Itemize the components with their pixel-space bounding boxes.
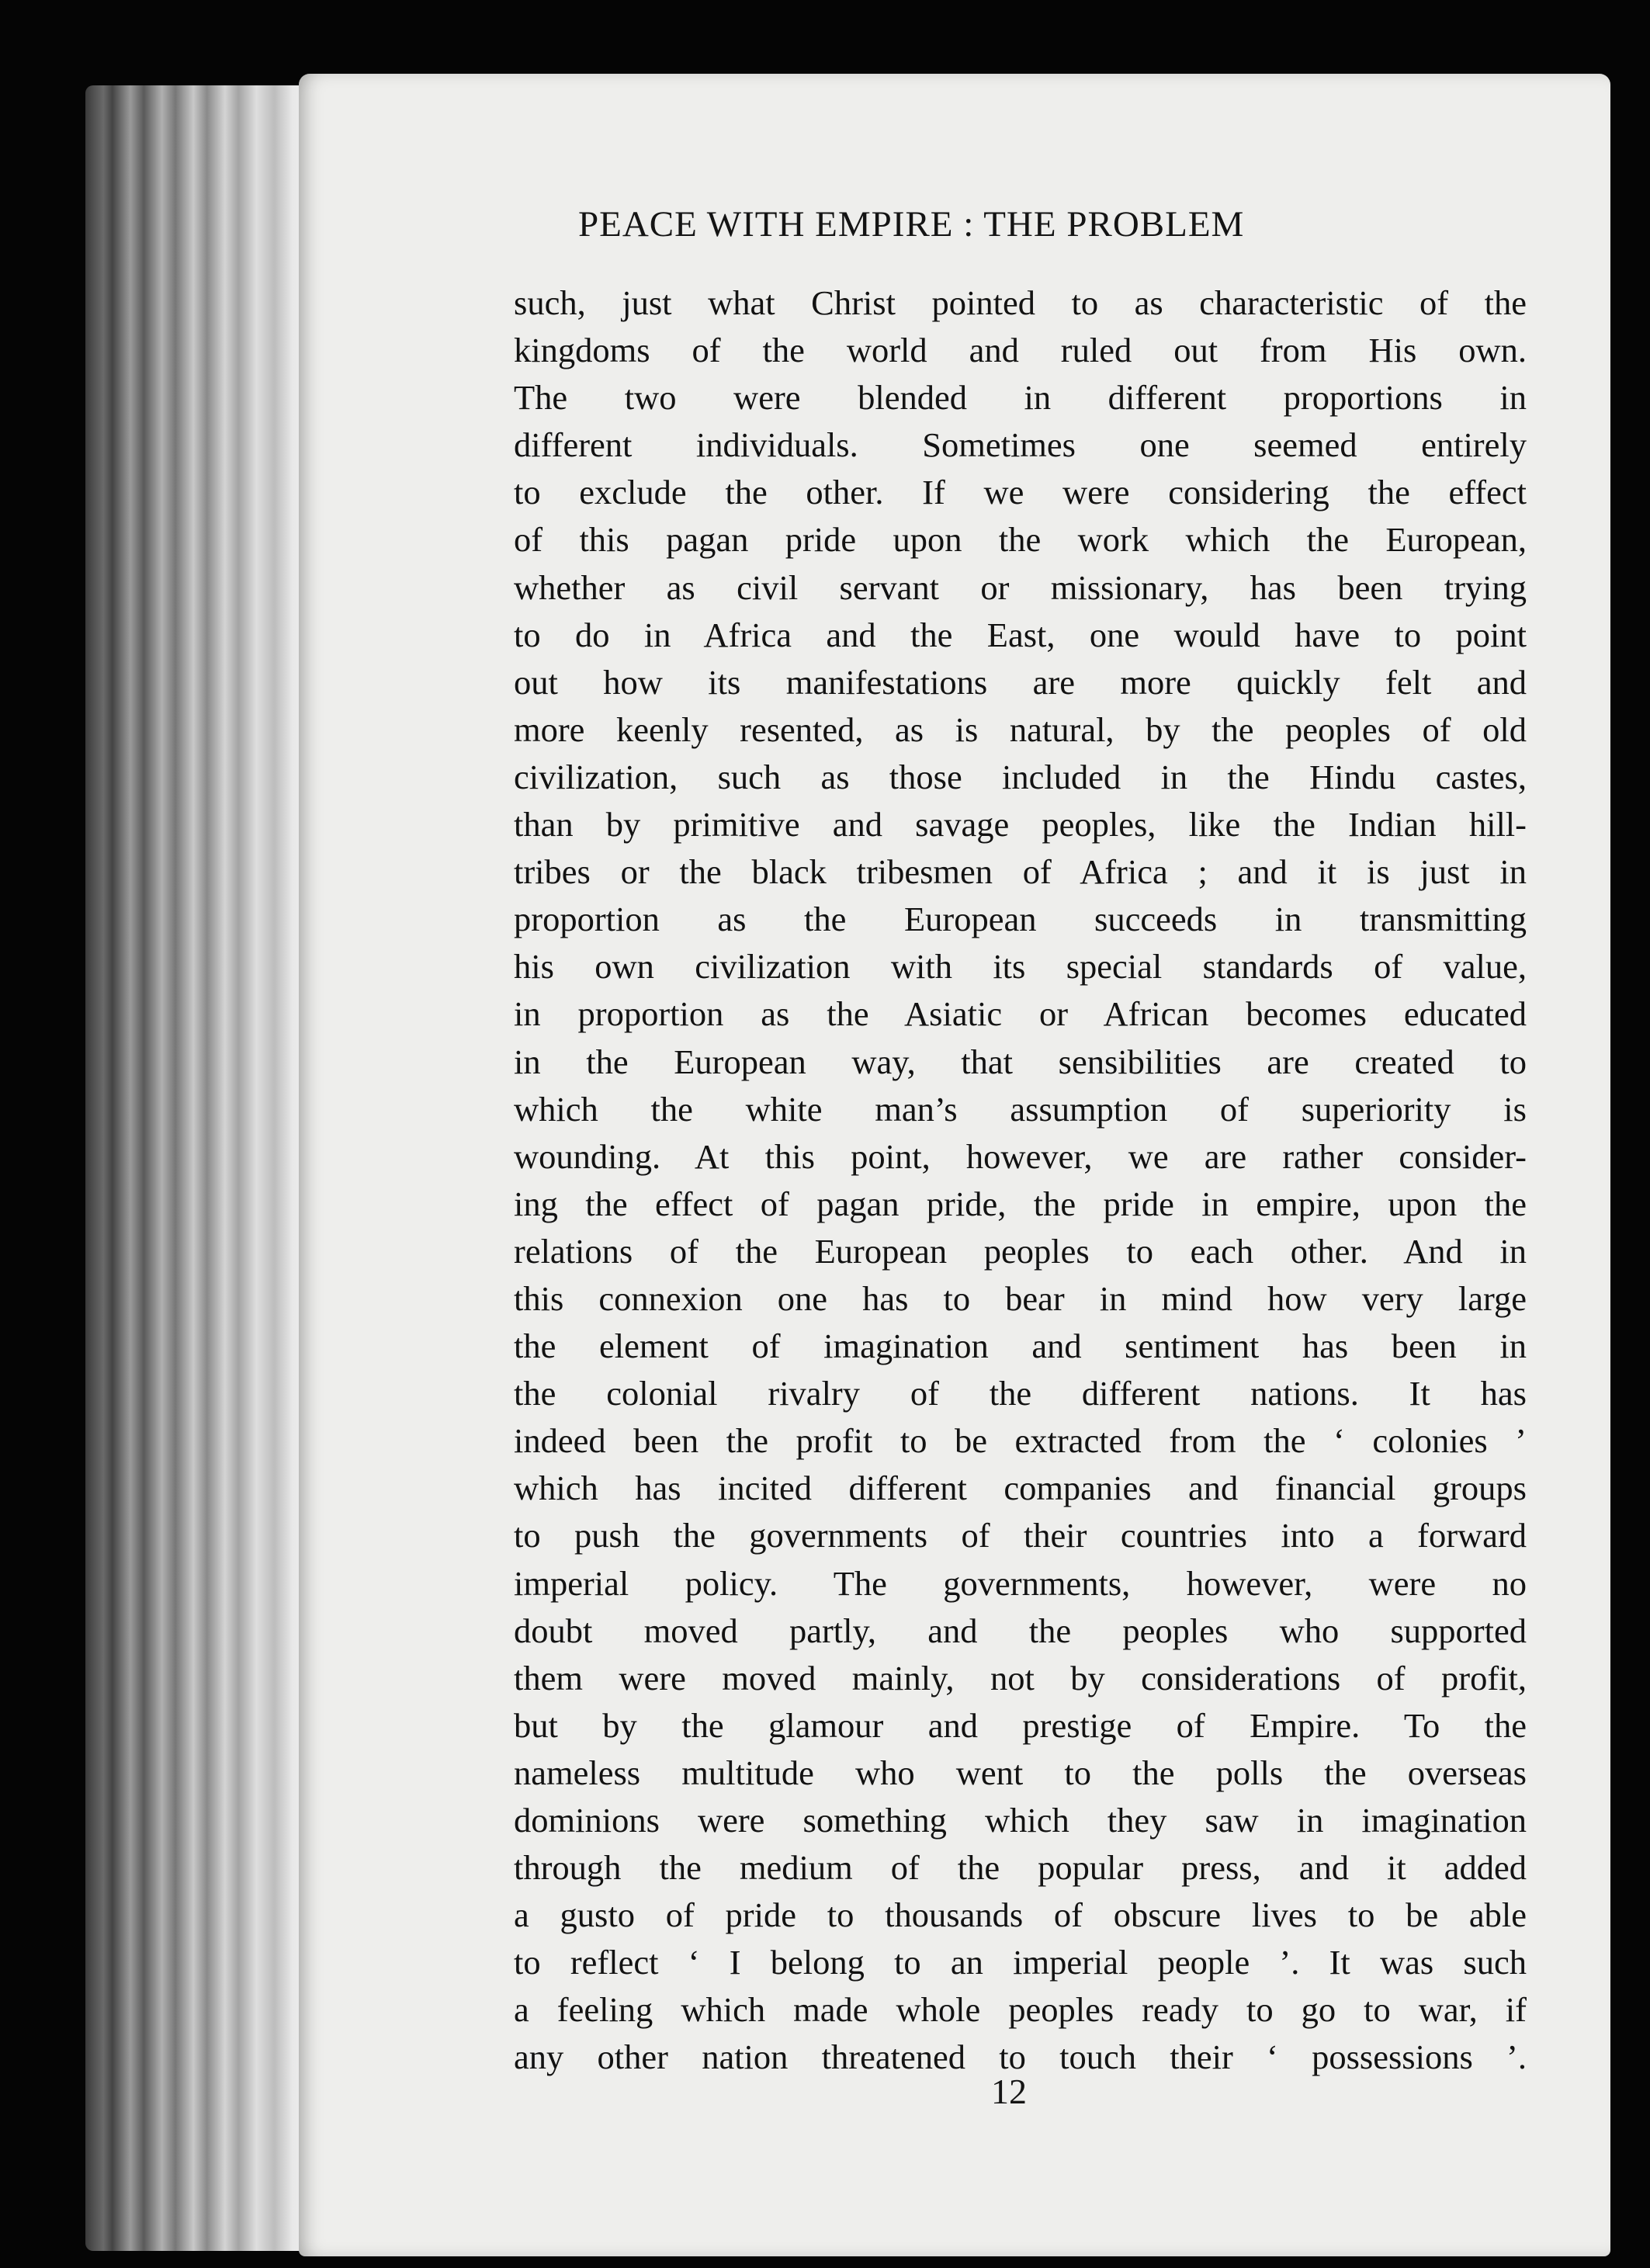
text-line: the colonial rivalry of the different nations. It has bbox=[514, 1374, 1527, 1413]
body-text bbox=[514, 279, 1527, 2082]
text-line: to push the governments of their countries into a forward bbox=[514, 1516, 1527, 1555]
text-line: out how its manifestations are more quickly felt and bbox=[514, 662, 1527, 702]
text-line: than by primitive and savage peoples, like the Indian hill- bbox=[514, 805, 1527, 844]
text-line: wounding. At this point, however, we are rather consider- bbox=[514, 1136, 1527, 1176]
text-line: to do in Africa and the East, one would have to point bbox=[514, 615, 1527, 654]
text-line: such, just what Christ pointed to as characteristic of the bbox=[514, 283, 1527, 322]
text-line: in the European way, that sensibilities are created to bbox=[514, 1042, 1527, 1081]
text-line: them were moved mainly, not by considerations of profit, bbox=[514, 1658, 1527, 1698]
text-line: indeed been the profit to be extracted from the ‘ colonies ’ bbox=[514, 1421, 1527, 1461]
text-line: tribes or the black tribesmen of Africa ; and it is just in bbox=[514, 852, 1527, 892]
page-edges bbox=[85, 85, 310, 2251]
text-line: relations of the European peoples to each other. And in bbox=[514, 1231, 1527, 1271]
text-line: of this pagan pride upon the work which the European, bbox=[514, 520, 1527, 560]
text-line: The two were blended in different proportions in bbox=[514, 378, 1527, 418]
text-line: kingdoms of the world and ruled out from His own. bbox=[514, 331, 1527, 370]
text-line: whether as civil servant or missionary, has been trying bbox=[514, 567, 1527, 607]
text-line: any other nation threatened to touch their ‘ possessions ’. bbox=[514, 2037, 1527, 2077]
text-line: doubt moved partly, and the peoples who supported bbox=[514, 1611, 1527, 1650]
text-line: in proportion as the Asiatic or African becomes educated bbox=[514, 994, 1527, 1034]
text-line: through the medium of the popular press, and it added bbox=[514, 1848, 1527, 1888]
text-line: nameless multitude who went to the polls the overseas bbox=[514, 1753, 1527, 1792]
text-line: imperial policy. The governments, however, were no bbox=[514, 1563, 1527, 1603]
text-line: proportion as the European succeeds in transmitting bbox=[514, 900, 1527, 939]
text-line: but by the glamour and prestige of Empire. To the bbox=[514, 1705, 1527, 1745]
text-line: this connexion one has to bear in mind how very large bbox=[514, 1278, 1527, 1318]
text-line: dominions were something which they saw in imagination bbox=[514, 1801, 1527, 1840]
text-line: a feeling which made whole peoples ready to go to war, if bbox=[514, 1990, 1527, 2030]
text-line: ing the effect of pagan pride, the pride in empire, upon the bbox=[514, 1184, 1527, 1223]
text-line: more keenly resented, as is natural, by the peoples of old bbox=[514, 709, 1527, 749]
text-line: which has incited different companies and financial groups bbox=[514, 1469, 1527, 1508]
text-line: to exclude the other. If we were considering the effect bbox=[514, 473, 1527, 512]
text-line: which the white man’s assumption of superiority is bbox=[514, 1089, 1527, 1129]
text-line: the element of imagination and sentiment has been in bbox=[514, 1326, 1527, 1366]
text-line: different individuals. Sometimes one seemed entirely bbox=[514, 425, 1527, 465]
running-head: PEACE WITH EMPIRE : THE PROBLEM bbox=[578, 204, 1245, 244]
text-line: to reflect ‘ I belong to an imperial people ’. It was such bbox=[514, 1943, 1527, 1982]
text-line: civilization, such as those included in the Hindu castes, bbox=[514, 757, 1527, 796]
text-line: a gusto of pride to thousands of obscure lives to be able bbox=[514, 1895, 1527, 1935]
text-line: his own civilization with its special standards of value, bbox=[514, 947, 1527, 987]
page-number: 12 bbox=[991, 2072, 1027, 2111]
